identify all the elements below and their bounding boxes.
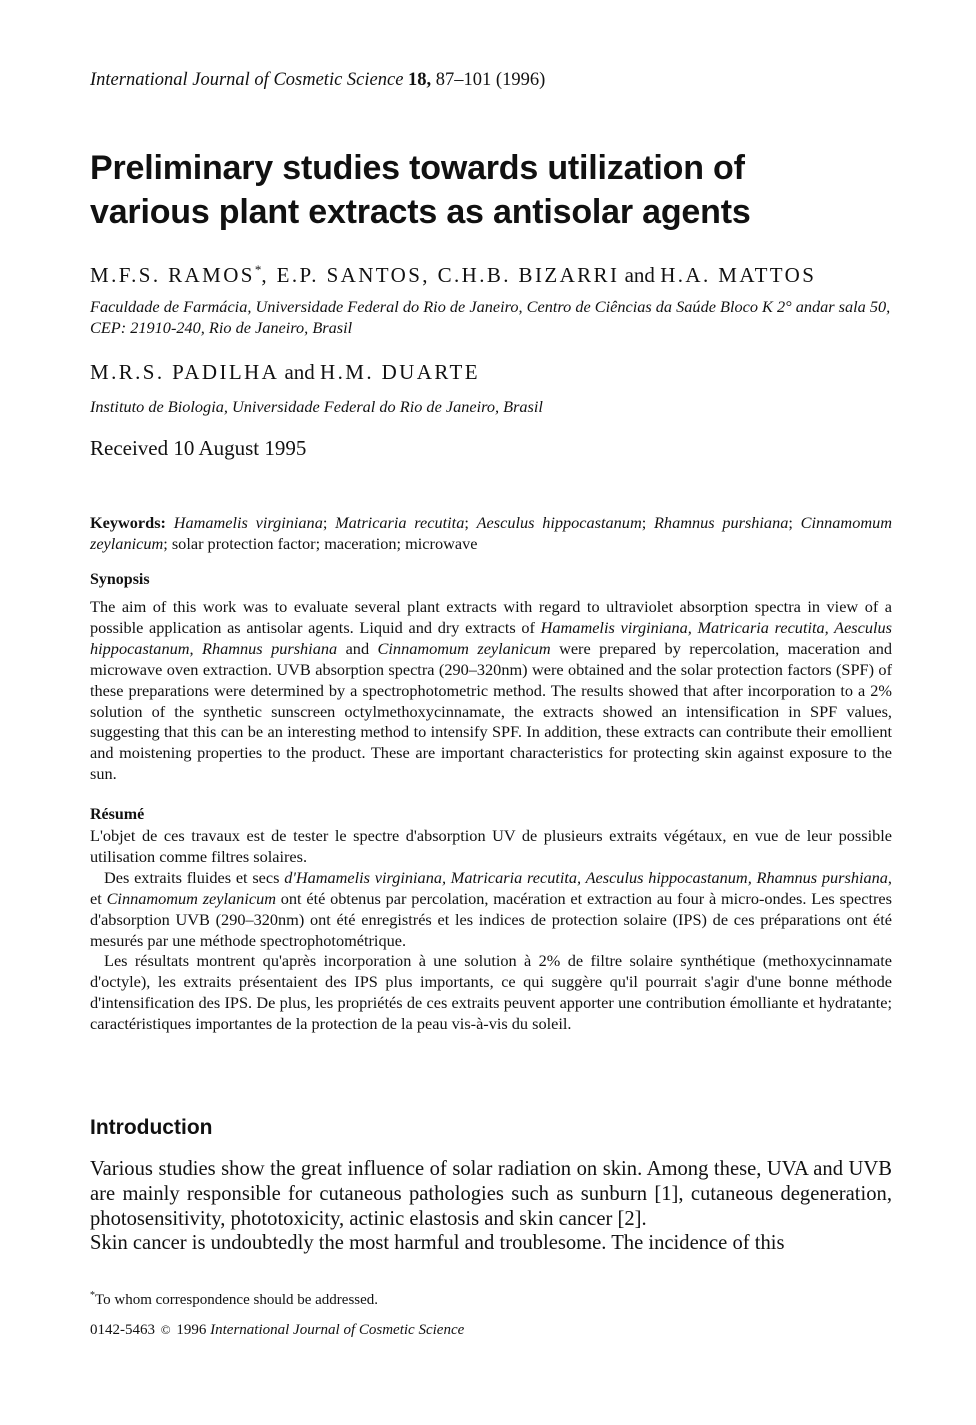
author-conjunction-2: and xyxy=(279,360,321,384)
synopsis-part-2: and xyxy=(337,638,378,658)
page-footer xyxy=(90,1322,464,1339)
received-date: Received 10 August 1995 xyxy=(90,436,307,460)
affiliation-1: Faculdade de Farmácia, Universidade Federal do Rio de Janeiro, Centro de Ciências da Saúde Bloco K 2° andar sala 50, CEP: 21910-240, Rio de Janeiro, Brasil xyxy=(90,297,891,337)
author-santos-bizarri: , E.P. SANTOS, C.H.B. BIZARRI xyxy=(261,263,620,287)
journal-volume: 18, xyxy=(408,70,432,90)
keyword-1: Hamamelis virginiana xyxy=(173,513,323,532)
footnote-mark: * xyxy=(90,1290,95,1301)
author-ramos: M.F.S. RAMOS xyxy=(90,263,255,287)
resume-heading: Résumé xyxy=(90,806,145,823)
author-list-2 xyxy=(90,360,480,385)
keywords-block: Keywords: Hamamelis virginiana; Matricaria recutita; Aesculus hippocastanum; Rhamnus purshiana; Cinnamomum zeylanicum; solar protection factor; maceration; microwave xyxy=(90,513,892,553)
synopsis-part-1: The aim of this work was to evaluate several plant extracts with regard to ultraviolet absorption spectra in view of a possible application as antisolar agents. Liquid and dry extracts of xyxy=(90,597,892,637)
resume-p2-species-1: d'Hamamelis virginiana, Matricaria recutita, Aesculus hippocastanum, Rhamnus purshiana xyxy=(284,867,888,887)
paper-title xyxy=(90,146,892,234)
title-line-2: various plant extracts as antisolar agents xyxy=(90,193,751,231)
synopsis-species-2: Cinnamomum zeylanicum xyxy=(377,638,551,658)
keywords-rest: ; solar protection factor; maceration; microwave xyxy=(163,534,478,553)
author-duarte: H.M. DUARTE xyxy=(320,360,480,384)
keyword-5: Cinnamomum zeylanicum xyxy=(90,513,892,553)
affiliation-2: Instituto de Biologia, Universidade Federal do Rio de Janeiro, Brasil xyxy=(90,397,543,416)
journal-pages-year: 87–101 (1996) xyxy=(435,70,546,90)
author-padilha: M.R.S. PADILHA xyxy=(90,360,280,384)
footer-year: 1996 xyxy=(176,1322,207,1338)
resume-text xyxy=(90,826,892,1035)
resume-paragraph-1: L'objet de ces travaux est de tester le spectre d'absorption UV de plusieurs extraits végétaux, en vue de leur possible utilisation comme filtres solaires. xyxy=(90,826,892,866)
footer-issn: 0142-5463 xyxy=(90,1322,155,1338)
copyright-icon: © xyxy=(160,1322,171,1337)
resume-paragraph-3: Les résultats montrent qu'après incorporation à une solution à 2% de filtre solaire synthétique (methoxycinnamate d'octyle), les extraits présentaient des IPS plus importants, ce qui suggère qu'il pourrait s'agir d'une bonne méthode d'intensification des IPS. De plus, les propriétés de ces extraits peuvent apporter une contribution émolliante et hydratante; caractéristiques importantes de la protection de la peau vis-à-vis du soleil. xyxy=(90,951,892,1034)
keywords-label: Keywords: xyxy=(90,513,166,532)
footnote-text: To whom correspondence should be addressed. xyxy=(95,1292,379,1308)
resume-p2-part-3: ont été obtenus par percolation, macération et extraction au four à micro-ondes. Les spectres d'absorption UVB (290–320nm) ont été enregistrés et les indices de protection solaire (IPS) de ces préparations ont été mesurés par une méthode spectrophotométrique. xyxy=(90,888,892,950)
correspondence-footnote xyxy=(90,1290,378,1309)
synopsis-part-3: were prepared by repercolation, maceration and microwave oven extraction. UVB absorption spectra (290–320nm) were obtained and the solar protection factors (SPF) of these preparations were determined by a spectrophotometric method. The results showed that after incorporation to a 2% solution of the synthetic sunscreen octylmethoxycinnamate, the extracts showed an intensification in SPF values, suggesting that this can be an interesting method to intensify SPF. In addition, these extracts can contribute their emollient and moistening properties to the product. These are important characteristics for protecting skin against exposure to the sun. xyxy=(90,638,892,784)
keyword-4: Rhamnus purshiana xyxy=(653,513,789,532)
synopsis-species-1: Hamamelis virginiana, Matricaria recutita, Aesculus hippocastanum, Rhamnus purshiana xyxy=(90,617,892,658)
title-line-1: Preliminary studies towards utilization of xyxy=(90,149,745,187)
author-list-1 xyxy=(90,262,816,288)
synopsis-heading: Synopsis xyxy=(90,571,150,588)
footer-journal: International Journal of Cosmetic Science xyxy=(210,1322,465,1338)
resume-p2-part-1: Des extraits fluides et secs xyxy=(104,867,285,887)
author-conjunction: and xyxy=(619,263,661,287)
keyword-3: Aesculus hippocastanum xyxy=(476,513,642,532)
introduction-paragraph-1: Various studies show the great influence of solar radiation on skin. Among these, UVA and UVB are mainly responsible for cutaneous pathologies such as sunburn [1], cutaneous degeneration, photosensitivity, phototoxicity, actinic elastosis and skin cancer [2]. xyxy=(90,1158,892,1230)
resume-paragraph-2 xyxy=(90,868,892,952)
corresponding-mark: * xyxy=(254,262,262,277)
resume-p2-part-2: , et xyxy=(90,867,892,908)
resume-p2-species-2: Cinnamomum zeylanicum xyxy=(106,888,276,908)
journal-citation xyxy=(90,70,545,91)
journal-name: International Journal of Cosmetic Science xyxy=(90,70,404,90)
introduction-paragraph-2: Skin cancer is undoubtedly the most harmful and troublesome. The incidence of this xyxy=(90,1232,785,1255)
keyword-2: Matricaria recutita xyxy=(335,513,465,532)
introduction-text xyxy=(90,1157,892,1256)
introduction-heading: Introduction xyxy=(90,1116,213,1139)
synopsis-text xyxy=(90,597,892,785)
author-mattos: H.A. MATTOS xyxy=(660,263,817,287)
